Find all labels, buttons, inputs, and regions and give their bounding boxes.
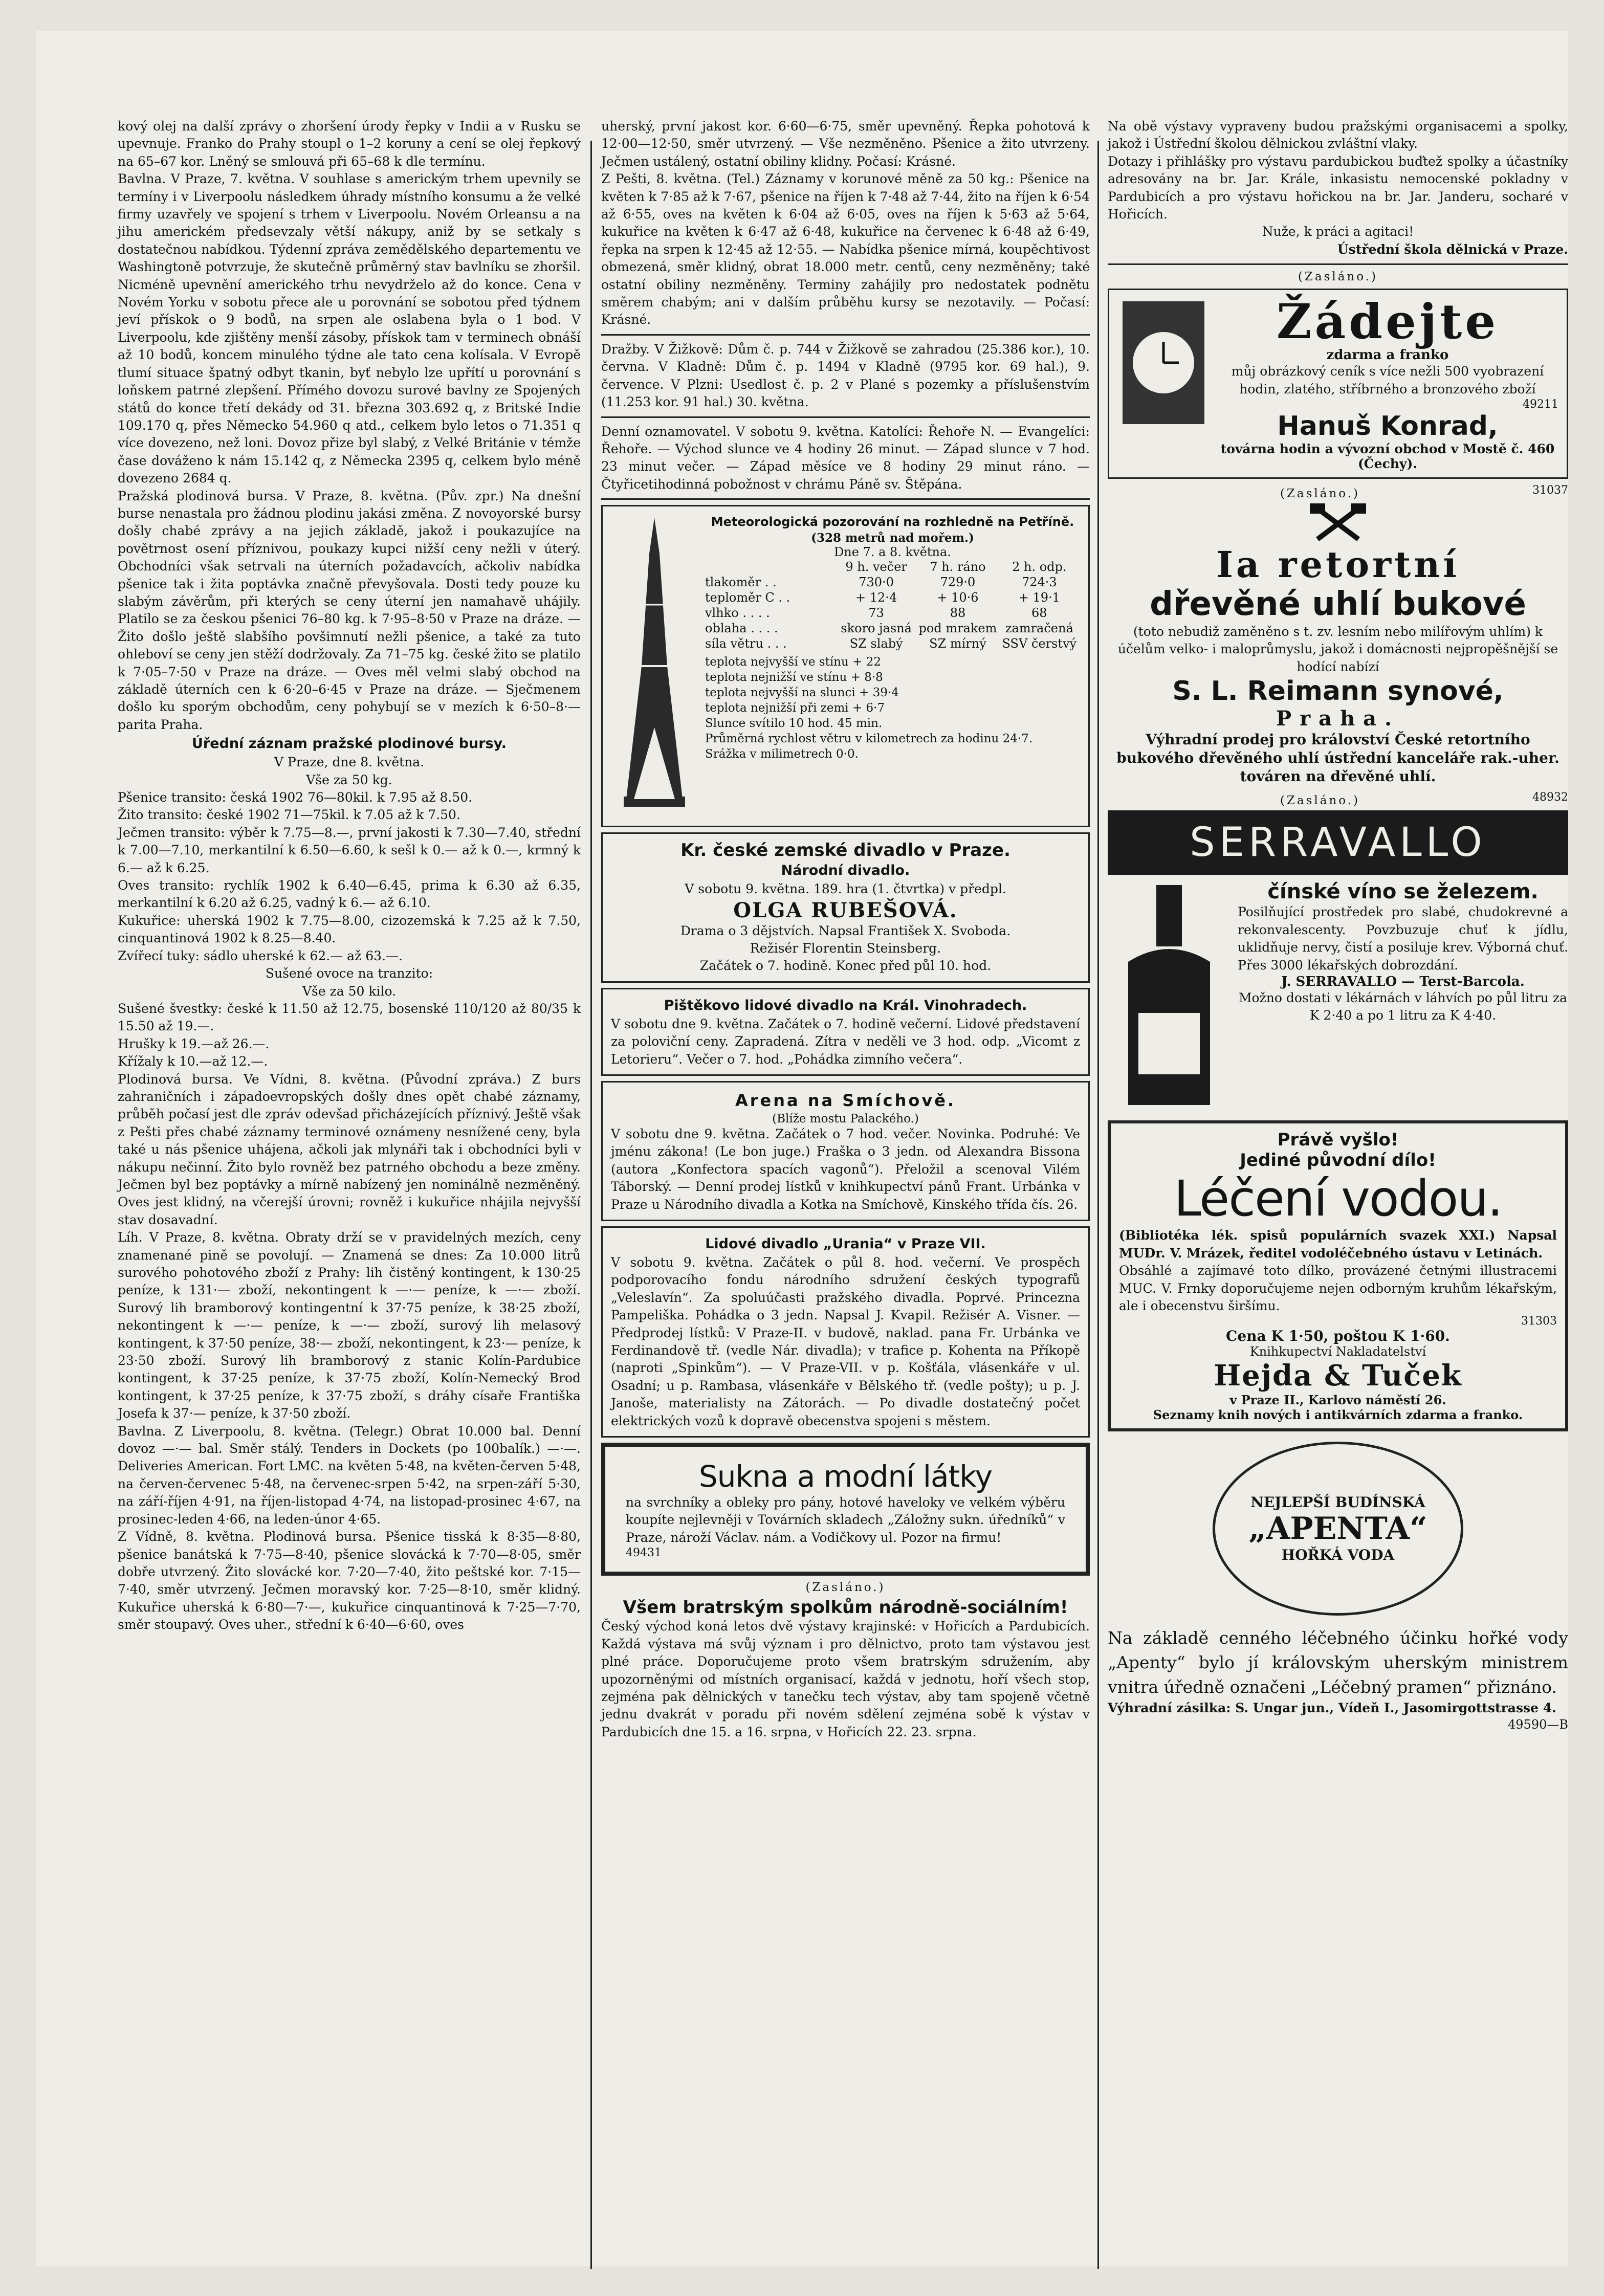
meteo-col-header: 9 h. večer <box>845 560 907 575</box>
meteo-row <box>705 590 1080 605</box>
meteo-extra: teplota nejvyšší na slunci + 39·4 <box>705 686 899 700</box>
spolky-title: Všem bratrským spolkům národně-sociálním! <box>623 1597 1068 1618</box>
apenta-text: Na základě cenného léčebného účinku hořké vody „Apenty“ bylo jí královským uherským ministrem vnitra úředně označeni „Léčebný pramen“ přiznáno. <box>1108 1628 1568 1697</box>
apenta-code: 49590—B <box>1508 1717 1568 1732</box>
book-code: 31303 <box>1521 1315 1557 1328</box>
zadejte-foot: továrna hodin a vývozní obchod v Mostě č. 460 (Čechy). <box>1220 441 1555 472</box>
meteo-value: 730·0 <box>859 575 894 590</box>
sukna-code: 49431 <box>626 1547 662 1560</box>
ad-code: 31037 <box>1532 484 1568 497</box>
meteo-label: vlhko . . . . <box>705 606 770 621</box>
text-paragraph: Dotazy i přihlášky pro výstavu pardubickou buďtež spolky a účastníky adresovány na br. Jar. Krále, inkasistu nemocenské pokladny v Pardubicích a pro výstavu hořickou na br. Jar. Janderu, socharé v Hořicích. <box>1108 153 1568 222</box>
divider <box>601 498 1090 500</box>
serravallo-foot: Možno dostati v lékárnách v láhvích po půl litru za K 2·40 a po 1 litru za K 4·40. <box>1238 990 1568 1023</box>
text-paragraph: Bavlna. Z Liverpoolu, 8. května. (Telegr.) Obrat 10.000 bal. Denní dovoz —·— bal. Směr stálý. Tenders in Dockets (po 100balík.) —·—. Deliveries American. Fort LMC. na květen 5·48, na květen-červen 5·48, na červen-červenec 5·48, na červenec-srpen 5·42, na srpen-září 5·30, na září-říjen 4·91, na říjen-listopad 4·74, na listopad-prosinec 4·67, na prosinec-leden 4·66, na leden-únor 4·65. <box>118 1423 581 1527</box>
meteo-col-header: 2 h. odp. <box>1012 560 1067 575</box>
meteo-value: zamračená <box>1005 621 1073 636</box>
urania-box <box>601 1226 1090 1438</box>
theatre-subtitle: Národní divadlo. <box>781 863 910 879</box>
apenta-foot: Výhradní zásilka: S. Ungar jun., Vídeň I., Jasomirgottstrasse 4. <box>1108 1701 1556 1716</box>
book-line2: Jediné původní dílo! <box>1240 1150 1436 1171</box>
text-line: Vše za 50 kilo. <box>302 983 397 999</box>
apenta-bottom: HOŘKÁ VODA <box>1281 1547 1395 1564</box>
meteo-heading: Meteorologická pozorování na rozhledně na Petříně. <box>711 515 1074 529</box>
meteo-value: + 12·4 <box>855 590 897 605</box>
meteo-value: + 19·1 <box>1018 590 1060 605</box>
urania-text: V sobotu 9. května. Začátek o půl 8. hod. večerní. Ve prospěch podporovacího fondu národního sdružení českých typografů „Veleslavín“. Za spoluúčasti pražského divadla. Poprvé. Princezna Pampeliška. Pohádka o 3 jedn. Napsal J. Kvapil. Režisér A. Visner. — Předprodej lístků: V Praze-II. v budově, naklad. pana Fr. Urbánka ve Ferdinandově tř. (vedle Nár. divadla); v trafice p. Kohenta na Příkopě (naproti „Spinkům“). — V Praze-VII. v p. Košťála, vlásenkáře v ul. Osadní; u p. Rambasa, vlásenkáře v Bělského tř. (vedle pošty); u p. J. Janoše, materialisty na Zátorách. — Po divadle dostatečný počet elektrických vozů k dopravě obecenstva spojeni s městem. <box>611 1255 1080 1428</box>
uhli-foot: Výhradní prodej pro království České retortního bukového dřevěného uhlí ústřední kanceláře rak.-uher. továren na dřevěné uhlí. <box>1116 731 1559 785</box>
text-line: Hrušky k 19.—až 26.—. <box>118 1036 270 1051</box>
sukna-ad <box>601 1443 1090 1576</box>
divider <box>1108 263 1568 265</box>
meteo-label: síla větru . . . <box>705 636 787 651</box>
text-line: Ječmen transito: výběr k 7.75—8.—, první jakosti k 7.30—7.40, střední k 7.00—7.10, merkantilní k 6.50—6.60, k sešl k 0.— až k 0.—, krmný k 6.— až k 6.25. <box>118 825 581 875</box>
book-line1: Právě vyšlo! <box>1277 1130 1399 1151</box>
text-paragraph: Z Vídně, 8. května. Plodinová bursa. Pšenice tisská k 8·35—8·80, pšenice banátská k 7·75—8·40, pšenice slovácká k 7·70—8·05, směr dobře utvrzený. Žito slovácké kor. 7·20—7·40, žito peštské kor. 7·15—7·40, směr utvrzený. Ječmen moravský kor. 7·25—8·10, směr klidný. Kukuřice uherská k 6·80—7·—, kukuřice cinquantinová k 7·25—7·70, směr stoupavý. Oves uher., střední k 6·40—6·60, oves <box>118 1529 581 1632</box>
uhli-subtitle: dřevěné uhlí bukové <box>1150 585 1526 624</box>
divider <box>601 334 1090 336</box>
urania-title: Lidové divadlo „Urania“ v Praze VII. <box>705 1236 986 1252</box>
theatre-line: Režisér Florentin Steinsberg. <box>750 940 941 956</box>
zadejte-sub: zdarma a franko <box>1326 347 1449 363</box>
text-line: Zvířecí tuky: sádlo uherské k 62.— až 63.—. <box>118 948 403 963</box>
text-paragraph: Líh. V Praze, 8. května. Obraty drží se v pravidelných mezích, ceny znamenané pině se povolují. — Znamená se dnes: Za 10.000 litrů surového pohotového zboží z Prahy: lih čistěný kontingent, k 130·25 peníze, k 131·— zboží, nekontingent k —·— peníze, k —·— zboží. Surový lih bramborový kontingentní k 37·75 peníze, k 38·25 zboží, nekontingent k —·— peníze, k —·— zboží, surový lih melasový kontingent, k 37·50 peníze, 38·— zboží, nekontingent, k 23·— peníze, k 23·50 zboží. Surový lih bramborový z stanic Kolín-Pardubice kontingent, k 37·25 peníze, k 37·75 zboží, Kolín-Nemecký Brod kontingent, k 37·25 peníze, k 37·75 zboží, s dráhy císaře Františka Josefa k 37·— peníze, k 37·50 zboží. <box>118 1230 581 1421</box>
meteo-value: + 10·6 <box>937 590 979 605</box>
uhli-firm: S. L. Reimann synové, <box>1172 676 1504 707</box>
text-line: Křížaly k 10.—až 12.—. <box>118 1054 268 1069</box>
text-paragraph: Nuže, k práci a agitaci! <box>1262 224 1414 239</box>
book-foot: Seznamy knih nových i antikvárních zdarma a franko. <box>1153 1407 1523 1423</box>
meteo-extra: teplota nejnižší ve stínu + 8·8 <box>705 671 883 685</box>
book-price: Cena K 1·50, poštou K 1·60. <box>1226 1328 1450 1345</box>
column-rule-2 <box>1097 141 1099 2269</box>
zaslano-label: (Zasláno.) <box>1298 270 1378 284</box>
pocket-watch-illustration <box>1117 296 1210 429</box>
arena-title: Arena na Smíchově. <box>735 1090 956 1110</box>
meteo-extra: teplota nejvyšší ve stínu + 22 <box>705 655 881 669</box>
apenta-top: NEJLEPŠÍ BUDÍNSKÁ <box>1250 1494 1425 1511</box>
meteo-extra: teplota nejnižší při zemi + 6·7 <box>705 701 885 715</box>
sukna-text: na svrchníky a obleky pro pány, hotové haveloky ve velkém výběru koupíte nejlevněji v Továrních skladech „Záložny sukn. úředníků“ v Praze, nároží Václav. nám. a Vodičkovy ul. Pozor na firmu! <box>626 1495 1065 1545</box>
text-line: Žito transito: české 1902 71—75kil. k 7.05 až k 7.50. <box>118 807 460 823</box>
column-3 <box>1108 118 1568 1732</box>
uhli-text: (toto nebudiž zaměněno s t. zv. lesním nebo milířovým uhlím) k účelům velko- i maloprůmyslu, jakož i domácnosti nejpropěšnější se hodící nabízí <box>1117 624 1558 674</box>
zaslano-label: (Zasláno.) <box>805 1581 886 1595</box>
daily-notice: Denní oznamovatel. V sobotu 9. května. Katolíci: Řehoře N. — Evangelíci: Řehoře. — Východ slunce ve 4 hodiny 26 minut. — Západ slunce v 7 hod. 23 minut večer. — Západ měsíce ve 8 hodiny 29 minut ráno. — Čtyřicetihodinná pobožnost v chrámu Páně sv. Štěpána. <box>601 424 1090 492</box>
serravallo-maker: J. SERRAVALLO — Terst-Barcola. <box>1281 974 1525 989</box>
zadejte-name: Hanuš Konrad, <box>1277 411 1498 442</box>
arena-box <box>601 1081 1090 1221</box>
signature-text: Ústřední škola dělnická v Praze. <box>1337 241 1568 257</box>
newspaper-page <box>36 31 1568 2266</box>
book-ad <box>1108 1120 1568 1431</box>
text-paragraph: Bavlna. V Praze, 7. května. V souhlase s americkým trhem upevnily se termíny i v Liverpoolu následkem úhrady místního konsumu a že velké firmy uzavřely ve spojení s trhem v Liverpoolu. Novém Orleansu a na jihu americkém předsevzaly větší nákupy, aniž by se setkaly s dostatečnou nabídkou. Týdenní zpráva zemědělského departementu ve Washingtoně potvrzuje, že skutečně průměrný stav bavlníku se zhoršil. Nicméně upevnění amerického trhu nevydrželo až do konce. Cena v Novém Yorku v sobotu přece ale u porovnání se sobotou před týdnem jeví přískok o 9 bodů, na srpen ale oslabena byla o 1 bod. V Liverpoolu, kde zjištěny menší zásoby, přískok tam v terminech obnáší až 10 bodů, koncem minulého týdne ale tato cena kolísala. V Evropě tlumí situace špatný odbyt tkanin, byť nebylo lze upřítí u porovnání s loňskem patrné zlepšení. Přímého dovozu surové bavlny ze Spojených států do konce třetí dekády od 31. března 303.692 q, z Britské Indie 109.170 q, přes Německo 54.960 q atd., celkem bylo letos o 71.351 q více dovezeno, než loni. Dovoz přize byl slabý, z Velké Británie v témže čase dováženo k nám 15.142 q, z Německa 2395 q, celkem bylo méně dovezeno 2684 q. <box>118 171 581 486</box>
meteo-value: 729·0 <box>940 575 976 590</box>
section-heading: Úřední záznam pražské plodinové bursy. <box>191 736 507 752</box>
book-publisher-label: Knihkupectví Nakladatelství <box>1249 1344 1426 1359</box>
meteo-header-row <box>705 559 1080 575</box>
sukna-title: Sukna a modní látky <box>698 1459 993 1494</box>
meteo-box <box>601 505 1090 827</box>
uhli-city: Praha. <box>1276 707 1400 731</box>
theatre-line: Drama o 3 dějstvích. Napsal František X. Svoboda. <box>680 923 1011 938</box>
book-title: Léčení vodou. <box>1174 1170 1502 1228</box>
meteo-label: teploměr C . . <box>705 590 790 605</box>
serravallo-sub: čínské víno se železem. <box>1267 880 1539 904</box>
zadejte-text: můj obrázkový ceník s více nežli 500 vyobrazení hodin, zlatého, stříbrného a bronzového zboží <box>1231 364 1544 396</box>
meteo-col-header: 7 h. ráno <box>930 560 986 575</box>
text-line: Vše za 50 kg. <box>306 772 392 787</box>
zadejte-ad <box>1108 289 1568 479</box>
pistek-title: Pištěkovo lidové divadlo na Král. Vinohradech. <box>664 997 1027 1013</box>
text-paragraph: Z Pešti, 8. května. (Tel.) Záznamy v korunové měně za 50 kg.: Pšenice na květen k 7·85 až k 7·67, pšenice na říjen k 7·48 až 7·44, žito na říjen k 6·54 až 6·55, oves na květen k 6·04 až 6·05, oves na říjen k 5·63 až 5·64, kukuřice na květen k 6·47 až 6·48, kukuřice na červenec k 6·48 až 6·49, řepka na srpen k 12·45 až 12·55. — Nabídka pšenice mírná, koupěchtivost obmezená, směr klidný, obrat 18.000 metr. centů, ceny nezměněny; také ostatní obiliny nezměněny. Terminy zahájily pro nedostatek podnětu směrem chabým; ani v dalším průběhu kursy se nezotavily. — Počasí: Krásné. <box>601 171 1090 327</box>
meteo-value: SZ slabý <box>849 636 903 651</box>
divider <box>601 416 1090 418</box>
text-paragraph: uherský, první jakost kor. 6·60—6·75, směr upevněný. Řepka pohotová k 12·00—12·50, směr utvrzený. — Vše nezměněno. Pšenice a žito utvrzeny. Ječmen ustálený, ostatní obiliny klidny. Počasí: Krásné. <box>601 119 1090 169</box>
meteo-extra: Slunce svítilo 10 hod. 45 min. <box>705 717 883 731</box>
text-line: Kukuřice: uherská 1902 k 7.75—8.00, cizozemská k 7.25 až k 7.50, cinquantinová 1902 k 8.25—8.40. <box>118 913 581 946</box>
apenta-seal <box>1213 1442 1463 1616</box>
meteo-value: 88 <box>950 606 966 621</box>
arena-subtitle: (Blíže mostu Palackého.) <box>772 1112 919 1125</box>
column-1 <box>118 118 581 1634</box>
theatre-line: Začátek o 7. hodině. Konec před půl 10. hod. <box>699 958 992 974</box>
meteo-subheading: (328 metrů nad mořem.) <box>811 531 974 545</box>
auctions-notice: Dražby. V Žižkově: Dům č. p. 744 v Žižkově se zahradou (25.386 kor.), 10. června. V Kladně: Dům č. p. 1494 v Kladně (9795 kor. 69 hal.), 9. července. V Plzni: Usedlost č. p. 2 v Plané s pozemky a příslušenstvím (11.253 kor. 91 hal.) 30. května. <box>601 341 1090 410</box>
meteo-value: skoro jasná <box>841 621 912 636</box>
meteo-extra: Průměrná rychlost větru v kilometrech za hodinu 24·7. <box>705 732 1033 746</box>
apenta-name: „APENTA“ <box>1248 1511 1427 1547</box>
meteo-value: SSV čerstvý <box>1002 636 1077 651</box>
zadejte-title: Žádejte <box>1276 294 1499 350</box>
theatre-box <box>601 832 1090 983</box>
serravallo-text: Posilňující prostředek pro slabé, chudokrevné a rekonvalescenty. Povzbuzuje chuť k jídlu, uklidňuje nervy, čistí a posiluje krev. Výborná chuť. Přes 3000 lékařských dobrozdání. <box>1238 904 1569 973</box>
book-address: v Praze II., Karlovo náměstí 26. <box>1229 1393 1446 1408</box>
zadejte-code: 49211 <box>1523 398 1558 411</box>
theatre-line: V sobotu 9. května. 189. hra (1. čtvrtka) v předpl. <box>685 881 1006 897</box>
text-paragraph: Na obě výstavy vypraveny budou pražskými organisacemi a spolky, jakož i Ústřední školou dělnickou zvláštní vlaky. <box>1108 119 1568 151</box>
meteo-extra: Srážka v milimetrech 0·0. <box>705 747 859 761</box>
uhli-title: Ia retortní <box>1216 543 1460 586</box>
text-paragraph: Plodinová bursa. Ve Vídni, 8. května. (Původní zpráva.) Z burs zahraničních i západoevropských došly dnes opět chabé záznamy, průběh počasí jest dle zpráv odevšad přicházejících příznivý. Ještě však z Pešti přes chabé záznamy terminové oznámeny nesnížené ceny, byla také u nás pšenice uhájena, ačkoli jak mlynáři tak i obchodníci byli v nákupu nečinní. Žito bylo rovněž bez patrného obchodu a beze změny. Ječmen byl bez poptávky a mírně nabízený jen nominálně nezměněný. Oves jest klidný, na včerejší úrovni; rovněž i kukuřice nhájila nejvyšší stav dosavadní. <box>118 1071 581 1227</box>
text-line: V Praze, dne 8. května. <box>274 755 425 770</box>
meteo-row <box>705 621 1080 636</box>
text-paragraph: Pražská plodinová bursa. V Praze, 8. května. (Pův. zpr.) Na dnešní burse nenastala pro žádnou plodinu jakási změna. Z novoyorské bursy došly chabé zprávy a na jejich základě, jakož i poukazujíce na povětrnost osení příznivou, poukazy kupci nižší ceny nežli v úterý. Obchodníci však setrvali na úterních požadavcích, ačkoliv nabídka pšenice tak i žita poptávka značně převyšovala. Dosti tedy pouze ku slabým závěrům, při kterých se ceny úterní jen namahavě uhájily. Platilo se za českou pšenici 76–80 kg. k 7·95–8·50 v Praze na dráze. — Žito došlo ještě slabšího povšimnutí nežli pšenice, a také za tuto ohleboví se ceny jen stěží dodržovaly. Za 71–75 kg. české žito se platilo k 7·05–7·50 v Praze na dráze. — Oves měl velmi slabý obchod na základě úterních cen k 6·20–6·45 v Praze na dráze. — Sječmenem došlo ku sporým obchodům, ceny pohybují se v mezích k 6·50–8·— parita Praha. <box>118 488 581 732</box>
meteo-row <box>705 575 1080 590</box>
meteo-label: tlakoměr . . <box>705 575 777 590</box>
text-line: Oves transito: rychlík 1902 k 6.40—6.45, prima k 6.30 až 6.35, merkantilní k 6.20 až 6.25, vadný k 6.— až 6.10. <box>118 878 581 911</box>
meteo-row <box>705 605 1080 621</box>
column-rule-1 <box>590 141 592 2269</box>
spolky-text: Český východ koná letos dvě výstavy krajinské: v Hořicích a Pardubicích. Každá výstava má svůj význam i pro dělnictvo, proto tam výstavou jest plné práce. Doporučujeme proto všem bratrským sdružením, aby upozorněnými od místních organisací, každá v jednotu, hoří všech stop, zejména pak dělnických v tanečku tech výstav, aby tam spojeně včetně jednu dvakrát v poradu při novém sdělení zejména sobě k výstav v Pardubicích dne 15. a 16. srpna, v Hořicích 22. 23. srpna. <box>601 1619 1090 1739</box>
petrin-tower-illustration <box>611 513 698 820</box>
meteo-row <box>705 636 1080 651</box>
ad-code: 48932 <box>1532 791 1568 804</box>
text-line: Sušené ovoce na tranzito: <box>265 966 433 981</box>
column-2 <box>601 118 1090 1741</box>
meteo-value: 724·3 <box>1021 575 1057 590</box>
zaslano-label: (Zasláno.) <box>1280 487 1360 501</box>
text-line: Sušené švestky: české k 11.50 až 12.75, bosenské 110/120 až 80/35 k 15.50 až 19.—. <box>118 1001 581 1034</box>
meteo-label: oblaha . . . . <box>705 621 778 636</box>
text-line: Pšenice transito: česká 1902 76—80kil. k 7.95 až 8.50. <box>118 790 473 805</box>
crossed-hammers-icon <box>1310 503 1366 544</box>
wine-bottle-illustration <box>1108 880 1231 1115</box>
arena-text: V sobotu dne 9. května. Začátek o 7 hod. večer. Novinka. Podruhé: Ve jménu zákona! (Le bon juge.) Fraška o 3 jedn. od Alexandra Bissona (autora „Konfectora spacích vagonů“). Přeložil a scenoval Vilém Táborský. — Denní prodej lístků v knihkupectví pánů Frant. Urbánka v Praze u Národního divadla a Kotka na Smíchově, Kinského třída čís. 26. <box>611 1126 1080 1212</box>
pistek-box <box>601 988 1090 1076</box>
theatre-title: Kr. české zemské divadlo v Praze. <box>680 840 1010 861</box>
meteo-value: pod mrakem <box>918 621 997 636</box>
serravallo-banner: SERRAVALLO <box>1108 810 1568 875</box>
meteo-date: Dne 7. a 8. května. <box>834 545 951 560</box>
book-firm: Hejda & Tuček <box>1214 1359 1462 1393</box>
meteo-value: 73 <box>868 606 884 621</box>
pistek-text: V sobotu dne 9. května. Začátek o 7. hodině večerní. Lidové představení za poloviční ceny. Zapradená. Zítra v neděli ve 3 hod. odp. „Vicomt z Letorieru“. Večer o 7. hod. „Pohádka zimního večera“. <box>611 1016 1080 1067</box>
text-paragraph: kový olej na další zprávy o zhoršení úrody řepky v Indii a v Rusku se upevnuje. Franko do Prahy stoupl o 1–2 koruny a cení se olej řepkový na 65–67 kor. Lněný se smlouvá při 65–68 k dle termínu. <box>118 119 581 169</box>
book-text: (Bibliotéka lék. spisů populárních svazek XXI.) Napsal MUDr. V. Mrázek, ředitel vodoléčebného ústavu v Letinách. <box>1119 1228 1557 1261</box>
meteo-value: 68 <box>1031 606 1047 621</box>
zaslano-label: (Zasláno.) <box>1280 794 1360 808</box>
book-text2: Obsáhlé a zajímavé toto dílko, provázené četnými illustracemi MUC. V. Frnky doporučujeme nejen odborným kruhům lékařským, ale i obecenstvu širšímu. <box>1119 1263 1557 1313</box>
meteo-value: SZ mírný <box>929 636 986 651</box>
play-title: OLGA RUBEŠOVÁ. <box>733 898 958 922</box>
